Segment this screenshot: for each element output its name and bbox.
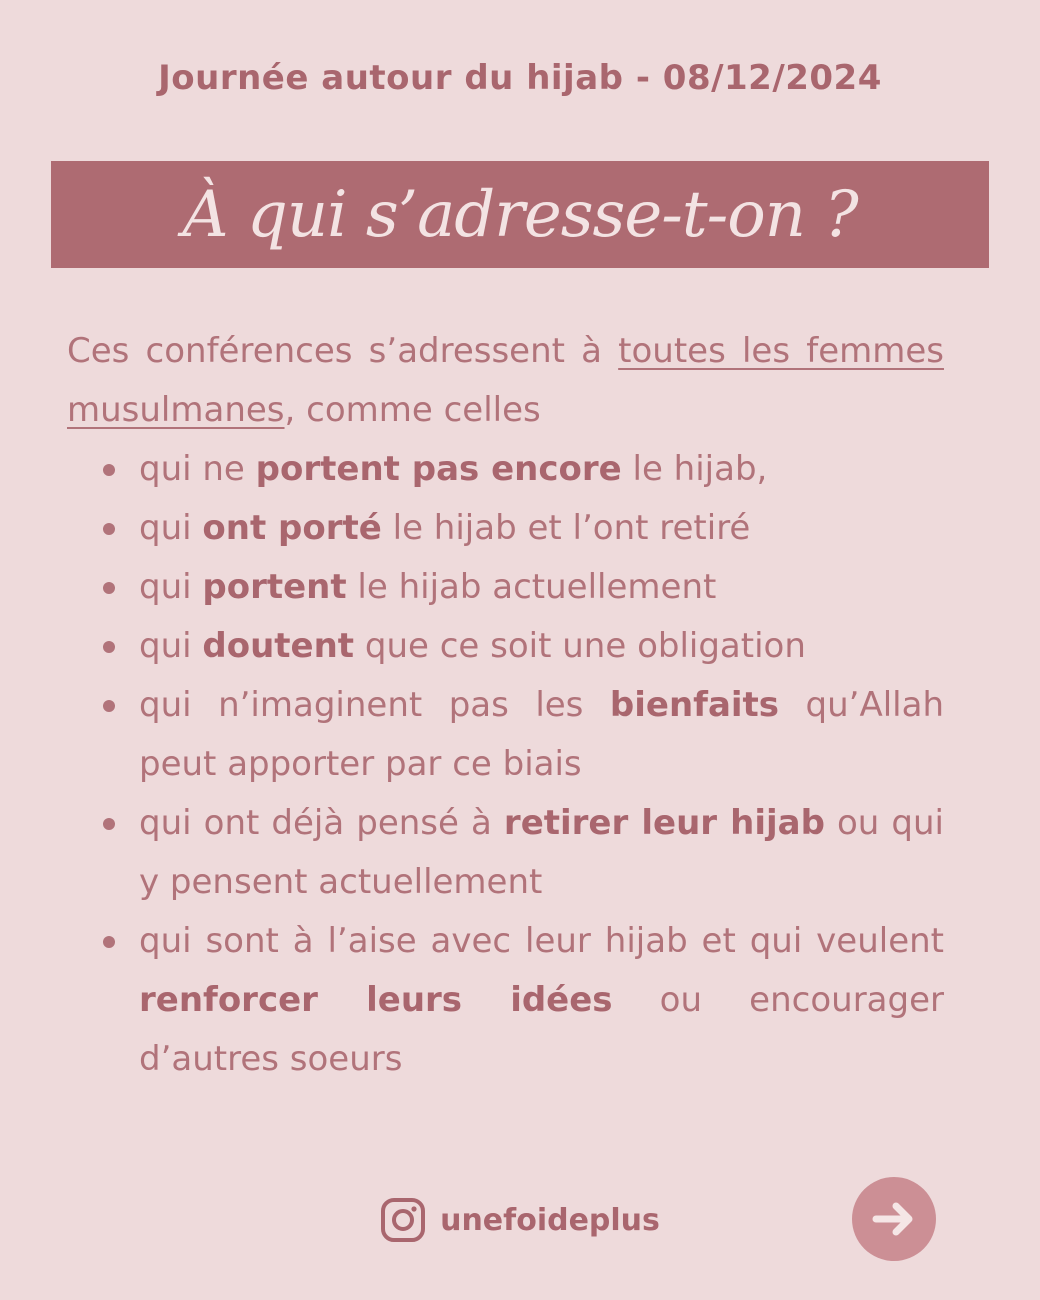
item-text: le hijab,	[621, 449, 768, 489]
instagram-link[interactable]	[380, 1197, 660, 1243]
intro-paragraph	[67, 322, 944, 440]
item-text: qu’Allah peut apporter par ce biais	[139, 685, 944, 784]
instagram-handle: unefoideplus	[440, 1202, 660, 1238]
item-emphasis: doutent	[202, 626, 355, 666]
item-text: qui ne	[139, 449, 256, 489]
item-emphasis: portent	[202, 567, 347, 607]
item-text: qui ont déjà pensé à	[139, 803, 504, 843]
item-emphasis: ont porté	[202, 508, 382, 548]
item-emphasis: bienfaits	[609, 685, 780, 725]
intro-emphasis: toutes les femmes musulmanes	[67, 331, 944, 430]
item-text: qui	[139, 508, 203, 548]
item-text: qui sont à l’aise avec leur hijab et qui veulent	[139, 921, 944, 961]
instagram-icon	[380, 1197, 426, 1243]
list-item	[139, 617, 944, 676]
item-text: qui	[139, 567, 203, 607]
list-item	[139, 912, 944, 1089]
list-item	[139, 794, 944, 912]
intro-text-end: , comme celles	[284, 390, 541, 430]
list-item	[139, 558, 944, 617]
item-text: que ce soit une obligation	[354, 626, 806, 666]
item-emphasis: retirer leur hijab	[503, 803, 825, 843]
item-text: le hijab et l’ont retiré	[381, 508, 751, 548]
page-title: À qui s’adresse-t-on ?	[182, 177, 858, 252]
item-text: ou qui y pensent actuellement	[139, 803, 945, 902]
item-text: qui n’imaginent pas les	[139, 685, 610, 725]
intro-text-start: Ces conférences s’adressent à	[67, 331, 619, 371]
list-item	[139, 440, 944, 499]
main-content	[67, 322, 944, 1089]
audience-list	[67, 440, 944, 1089]
arrow-right-icon	[868, 1193, 920, 1245]
title-banner	[51, 161, 989, 268]
item-emphasis: portent pas encore	[255, 449, 622, 489]
item-text: le hijab actuellement	[346, 567, 717, 607]
event-date-line: Journée autour du hijab - 08/12/2024	[158, 58, 882, 98]
list-item	[139, 676, 944, 794]
item-text: qui	[139, 626, 203, 666]
next-slide-button[interactable]	[852, 1177, 936, 1261]
item-emphasis: renforcer leurs idées	[139, 980, 613, 1020]
list-item	[139, 499, 944, 558]
item-text: ou encourager d’autres soeurs	[139, 980, 944, 1079]
